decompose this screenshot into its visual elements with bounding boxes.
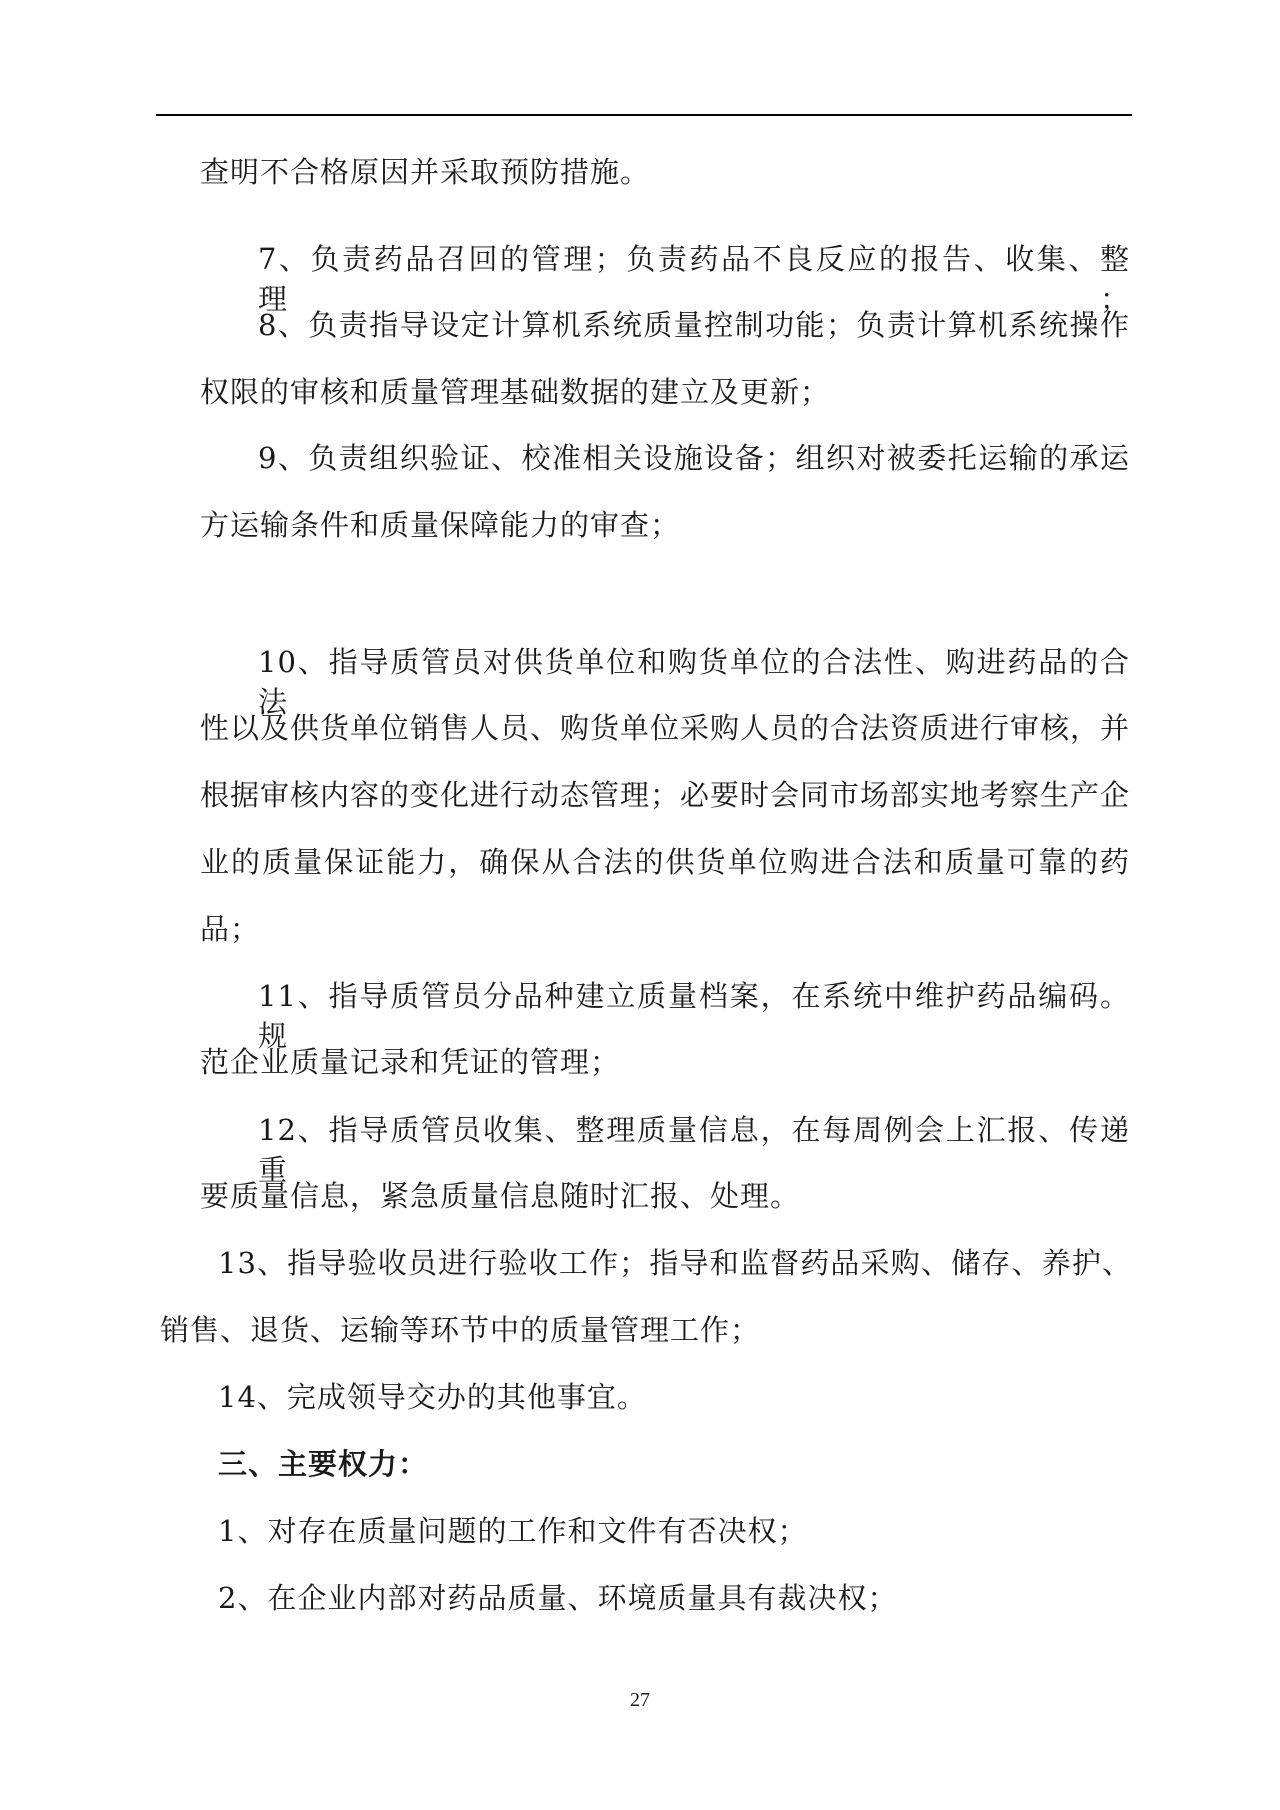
- text-line-1: 查明不合格原因并采取预防措施。: [200, 155, 651, 189]
- text-line-13: 范企业质量记录和凭证的管理；: [200, 1045, 621, 1079]
- text-line-18: 14、完成领导交办的其他事宜。: [218, 1380, 647, 1414]
- text-line-17: 销售、退货、运输等环节中的质量管理工作；: [160, 1313, 761, 1347]
- header-rule: [156, 114, 1132, 116]
- text-line-11: 品；: [200, 912, 261, 946]
- text-line-21: 2、在企业内部对药品质量、环境质量具有裁决权；: [218, 1581, 898, 1615]
- text-line-15: 要质量信息，紧急质量信息随时汇报、处理。: [200, 1179, 801, 1213]
- text-line-14: 12、指导质管员收集、整理质量信息，在每周例会上汇报、传递重: [258, 1113, 1130, 1187]
- text-line-7: 10、指导质管员对供货单位和购货单位的合法性、购进药品的合法: [258, 645, 1130, 719]
- text-line-12: 11、指导质管员分品种建立质量档案，在系统中维护药品编码。规: [258, 979, 1130, 1053]
- text-line-6: 方运输条件和质量保障能力的审查；: [200, 508, 681, 542]
- text-line-4: 权限的审核和质量管理基础数据的建立及更新；: [200, 375, 831, 409]
- text-line-2: 7、负责药品召回的管理；负责药品不良反应的报告、收集、整理；: [258, 242, 1130, 316]
- text-line-20: 1、对存在质量问题的工作和文件有否决权；: [218, 1514, 808, 1548]
- section-heading: 三、主要权力：: [218, 1447, 429, 1481]
- text-line-16: 13、指导验收员进行验收工作；指导和监督药品采购、储存、养护、: [218, 1246, 1132, 1280]
- text-line-10: 业的质量保证能力，确保从合法的供货单位购进合法和质量可靠的药: [200, 845, 1130, 879]
- text-line-3: 8、负责指导设定计算机系统质量控制功能；负责计算机系统操作: [258, 308, 1130, 342]
- page-number: 27: [630, 1689, 650, 1711]
- text-line-8: 性以及供货单位销售人员、购货单位采购人员的合法资质进行审核，并: [200, 711, 1131, 745]
- text-line-5: 9、负责组织验证、校准相关设施设备；组织对被委托运输的承运: [258, 441, 1130, 475]
- text-line-9: 根据审核内容的变化进行动态管理；必要时会同市场部实地考察生产企: [200, 778, 1131, 812]
